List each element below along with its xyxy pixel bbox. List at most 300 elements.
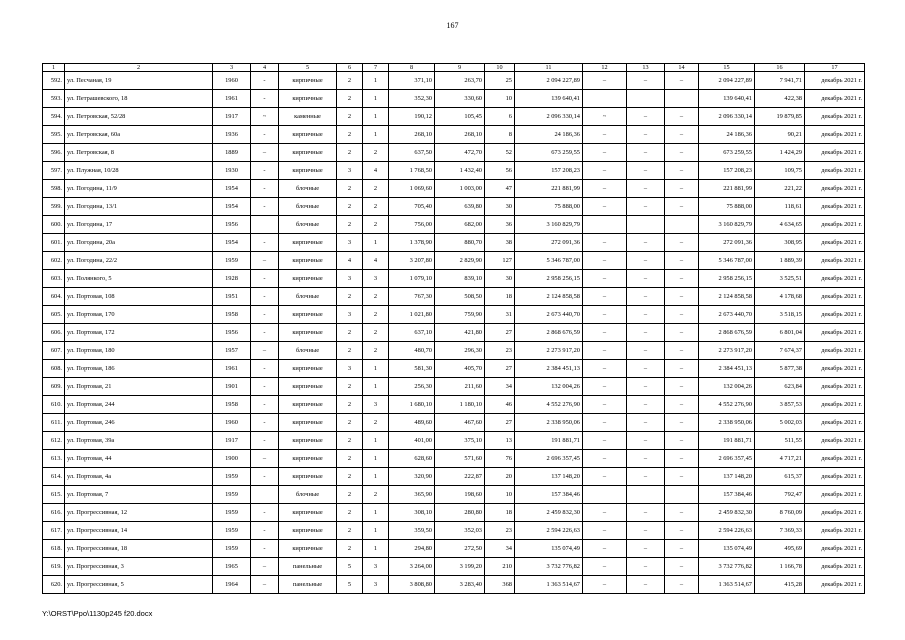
cell-col-14-value: – — [665, 342, 699, 360]
cell-total-area: 1 378,90 — [389, 234, 435, 252]
cell-residents: 30 — [485, 198, 515, 216]
cell-cost-per-building: 2 673 440,70 — [699, 306, 755, 324]
cell-living-area: 263,70 — [435, 72, 485, 90]
cell-address: ул. Портовая, 39а — [65, 432, 213, 450]
cell-completion-date: декабрь 2021 г. — [805, 90, 865, 108]
cell-row-number: 600. — [43, 216, 65, 234]
cell-col-12-value: – — [583, 432, 627, 450]
cell-col-4-value: - — [251, 198, 279, 216]
cell-col-13-value: – — [627, 378, 665, 396]
column-header: 17 — [805, 64, 865, 72]
cell-address: ул. Прогрессивная, 18 — [65, 540, 213, 558]
cell-col-12-value: – — [583, 126, 627, 144]
cell-entrances: 1 — [363, 234, 389, 252]
cell-completion-date: декабрь 2021 г. — [805, 180, 865, 198]
cell-entrances: 1 — [363, 90, 389, 108]
cell-residents: 210 — [485, 558, 515, 576]
cell-address: ул. Прогрессивная, 5 — [65, 576, 213, 594]
cell-year-built: 1954 — [213, 180, 251, 198]
cell-address: ул. Портовая, 108 — [65, 288, 213, 306]
cell-cost-total: 2 459 832,30 — [515, 504, 583, 522]
cell-col-4-value — [251, 216, 279, 234]
cell-entrances: 1 — [363, 522, 389, 540]
cell-row-number: 598. — [43, 180, 65, 198]
cell-col-12-value: – — [583, 450, 627, 468]
cell-col-14-value: – — [665, 576, 699, 594]
cell-completion-date: декабрь 2021 г. — [805, 360, 865, 378]
cell-cost-total: 191 881,71 — [515, 432, 583, 450]
cell-cost-per-building: 2 594 226,63 — [699, 522, 755, 540]
cell-cost-per-sqm: 8 760,09 — [755, 504, 805, 522]
cell-residents: 76 — [485, 450, 515, 468]
cell-col-4-value: - — [251, 234, 279, 252]
table-row — [43, 468, 865, 486]
cell-floors: 2 — [337, 288, 363, 306]
cell-year-built: 1900 — [213, 450, 251, 468]
cell-living-area: 352,03 — [435, 522, 485, 540]
cell-year-built: 1954 — [213, 198, 251, 216]
cell-cost-per-building: 2 096 330,14 — [699, 108, 755, 126]
cell-completion-date: декабрь 2021 г. — [805, 576, 865, 594]
cell-living-area: 1 003,00 — [435, 180, 485, 198]
cell-cost-per-sqm: 3 518,15 — [755, 306, 805, 324]
cell-address: ул. Портовая, 186 — [65, 360, 213, 378]
cell-total-area: 489,60 — [389, 414, 435, 432]
cell-wall-material: кирпичные — [279, 144, 337, 162]
cell-entrances: 1 — [363, 360, 389, 378]
cell-col-12-value: – — [583, 360, 627, 378]
cell-row-number: 597. — [43, 162, 65, 180]
cell-total-area: 401,00 — [389, 432, 435, 450]
cell-col-4-value: - — [251, 378, 279, 396]
cell-cost-per-building: 132 004,26 — [699, 378, 755, 396]
cell-col-12-value: – — [583, 270, 627, 288]
cell-wall-material: кирпичные — [279, 450, 337, 468]
cell-entrances: 1 — [363, 72, 389, 90]
cell-col-14-value: – — [665, 396, 699, 414]
cell-col-13-value: – — [627, 432, 665, 450]
cell-address: ул. Портовая, 180 — [65, 342, 213, 360]
cell-col-4-value: - — [251, 306, 279, 324]
cell-cost-per-sqm: 19 879,85 — [755, 108, 805, 126]
cell-total-area: 256,30 — [389, 378, 435, 396]
cell-row-number: 599. — [43, 198, 65, 216]
cell-total-area: 3 808,80 — [389, 576, 435, 594]
cell-cost-per-building: 75 888,00 — [699, 198, 755, 216]
cell-col-4-value: – — [251, 144, 279, 162]
cell-cost-total: 137 148,20 — [515, 468, 583, 486]
cell-cost-total: 2 273 917,20 — [515, 342, 583, 360]
cell-wall-material: кирпичные — [279, 252, 337, 270]
cell-cost-per-building: 2 868 676,59 — [699, 324, 755, 342]
cell-col-13-value: – — [627, 414, 665, 432]
cell-total-area: 1 680,10 — [389, 396, 435, 414]
cell-col-4-value: – — [251, 342, 279, 360]
cell-entrances: 4 — [363, 252, 389, 270]
cell-cost-per-sqm: 792,47 — [755, 486, 805, 504]
cell-col-14-value: – — [665, 234, 699, 252]
cell-row-number: 604. — [43, 288, 65, 306]
column-header: 3 — [213, 64, 251, 72]
cell-total-area: 294,80 — [389, 540, 435, 558]
cell-completion-date: декабрь 2021 г. — [805, 270, 865, 288]
cell-residents: 8 — [485, 126, 515, 144]
cell-cost-per-building: 191 881,71 — [699, 432, 755, 450]
cell-year-built: 1917 — [213, 108, 251, 126]
cell-living-area: 508,50 — [435, 288, 485, 306]
cell-row-number: 608. — [43, 360, 65, 378]
cell-col-4-value: - — [251, 90, 279, 108]
cell-residents: 27 — [485, 360, 515, 378]
cell-cost-total: 4 552 276,90 — [515, 396, 583, 414]
cell-cost-per-sqm: 6 801,04 — [755, 324, 805, 342]
cell-col-4-value: – — [251, 450, 279, 468]
cell-total-area: 637,50 — [389, 144, 435, 162]
cell-row-number: 594. — [43, 108, 65, 126]
cell-entrances: 2 — [363, 324, 389, 342]
cell-address: ул. Плужная, 10/28 — [65, 162, 213, 180]
cell-year-built: 1961 — [213, 360, 251, 378]
cell-address: ул. Портовая, 4а — [65, 468, 213, 486]
table-row — [43, 414, 865, 432]
cell-cost-per-sqm: 511,55 — [755, 432, 805, 450]
cell-row-number: 596. — [43, 144, 65, 162]
table-row — [43, 540, 865, 558]
cell-col-12-value: – — [583, 234, 627, 252]
cell-completion-date: декабрь 2021 г. — [805, 306, 865, 324]
cell-total-area: 581,30 — [389, 360, 435, 378]
cell-living-area: 880,70 — [435, 234, 485, 252]
cell-year-built: 1959 — [213, 486, 251, 504]
cell-address: ул. Портовая, 170 — [65, 306, 213, 324]
cell-cost-total: 2 384 451,13 — [515, 360, 583, 378]
cell-entrances: 2 — [363, 342, 389, 360]
cell-col-13-value — [627, 486, 665, 504]
cell-col-12-value: – — [583, 468, 627, 486]
cell-living-area: 2 829,90 — [435, 252, 485, 270]
cell-living-area: 272,50 — [435, 540, 485, 558]
column-header: 11 — [515, 64, 583, 72]
cell-entrances: 1 — [363, 468, 389, 486]
cell-wall-material: каменные — [279, 108, 337, 126]
cell-completion-date: декабрь 2021 г. — [805, 414, 865, 432]
cell-cost-per-sqm: 1 424,29 — [755, 144, 805, 162]
cell-total-area: 320,90 — [389, 468, 435, 486]
cell-year-built: 1956 — [213, 216, 251, 234]
cell-col-4-value: - — [251, 396, 279, 414]
cell-col-14-value: – — [665, 72, 699, 90]
cell-col-14-value: – — [665, 450, 699, 468]
table-row — [43, 504, 865, 522]
cell-year-built: 1959 — [213, 504, 251, 522]
cell-floors: 3 — [337, 360, 363, 378]
cell-living-area: 3 283,40 — [435, 576, 485, 594]
cell-col-13-value: – — [627, 108, 665, 126]
cell-wall-material: кирпичные — [279, 126, 337, 144]
cell-cost-per-sqm: 422,38 — [755, 90, 805, 108]
cell-col-13-value: – — [627, 72, 665, 90]
cell-col-12-value: – — [583, 504, 627, 522]
cell-wall-material: кирпичные — [279, 504, 337, 522]
cell-floors: 2 — [337, 90, 363, 108]
cell-cost-total: 132 004,26 — [515, 378, 583, 396]
cell-col-12-value: – — [583, 288, 627, 306]
cell-year-built: 1960 — [213, 72, 251, 90]
cell-col-12-value: – — [583, 342, 627, 360]
cell-col-12-value: – — [583, 414, 627, 432]
cell-col-12-value: – — [583, 162, 627, 180]
cell-wall-material: блочные — [279, 288, 337, 306]
cell-entrances: 2 — [363, 486, 389, 504]
cell-residents: 47 — [485, 180, 515, 198]
table-row — [43, 576, 865, 594]
cell-wall-material: кирпичные — [279, 324, 337, 342]
column-header: 7 — [363, 64, 389, 72]
cell-total-area: 371,10 — [389, 72, 435, 90]
cell-col-14-value: – — [665, 198, 699, 216]
cell-completion-date: декабрь 2021 г. — [805, 216, 865, 234]
cell-col-14-value: – — [665, 180, 699, 198]
cell-address: ул. Погодина, 13/1 — [65, 198, 213, 216]
cell-wall-material: кирпичные — [279, 306, 337, 324]
cell-cost-total: 157 208,23 — [515, 162, 583, 180]
cell-wall-material: панельные — [279, 576, 337, 594]
cell-floors: 2 — [337, 432, 363, 450]
cell-year-built: 1961 — [213, 90, 251, 108]
cell-residents: 23 — [485, 522, 515, 540]
cell-cost-per-sqm: 4 634,65 — [755, 216, 805, 234]
cell-address: ул. Петровская, 52/28 — [65, 108, 213, 126]
cell-entrances: 3 — [363, 396, 389, 414]
cell-col-12-value: – — [583, 540, 627, 558]
cell-completion-date: декабрь 2021 г. — [805, 144, 865, 162]
table-row — [43, 396, 865, 414]
cell-total-area: 365,90 — [389, 486, 435, 504]
cell-year-built: 1958 — [213, 306, 251, 324]
cell-living-area: 759,90 — [435, 306, 485, 324]
cell-living-area: 639,80 — [435, 198, 485, 216]
cell-floors: 2 — [337, 342, 363, 360]
table-row — [43, 180, 865, 198]
cell-residents: 31 — [485, 306, 515, 324]
cell-year-built: 1956 — [213, 324, 251, 342]
cell-col-14-value: – — [665, 144, 699, 162]
cell-address: ул. Прогрессивная, 3 — [65, 558, 213, 576]
cell-cost-per-building: 2 094 227,89 — [699, 72, 755, 90]
cell-completion-date: декабрь 2021 г. — [805, 468, 865, 486]
cell-floors: 2 — [337, 414, 363, 432]
cell-cost-per-sqm: 615,37 — [755, 468, 805, 486]
cell-wall-material: блочные — [279, 342, 337, 360]
cell-residents: 25 — [485, 72, 515, 90]
cell-living-area: 682,00 — [435, 216, 485, 234]
cell-cost-total: 2 696 357,45 — [515, 450, 583, 468]
cell-wall-material: блочные — [279, 180, 337, 198]
cell-floors: 2 — [337, 540, 363, 558]
cell-address: ул. Песчаная, 19 — [65, 72, 213, 90]
table-row — [43, 522, 865, 540]
cell-col-14-value — [665, 486, 699, 504]
cell-col-13-value: – — [627, 342, 665, 360]
table-row — [43, 486, 865, 504]
cell-entrances: 1 — [363, 450, 389, 468]
cell-row-number: 592. — [43, 72, 65, 90]
cell-completion-date: декабрь 2021 г. — [805, 504, 865, 522]
cell-wall-material: кирпичные — [279, 378, 337, 396]
cell-cost-per-sqm: 4 178,68 — [755, 288, 805, 306]
cell-completion-date: декабрь 2021 г. — [805, 432, 865, 450]
cell-cost-per-building: 2 384 451,13 — [699, 360, 755, 378]
cell-row-number: 609. — [43, 378, 65, 396]
cell-col-13-value: – — [627, 252, 665, 270]
table-row — [43, 90, 865, 108]
cell-col-13-value: – — [627, 540, 665, 558]
cell-floors: 5 — [337, 576, 363, 594]
cell-entrances: 2 — [363, 306, 389, 324]
cell-row-number: 615. — [43, 486, 65, 504]
cell-living-area: 421,80 — [435, 324, 485, 342]
cell-col-13-value: – — [627, 450, 665, 468]
cell-wall-material: кирпичные — [279, 432, 337, 450]
cell-completion-date: декабрь 2021 г. — [805, 396, 865, 414]
cell-wall-material: блочные — [279, 486, 337, 504]
cell-entrances: 3 — [363, 270, 389, 288]
cell-cost-per-building: 3 160 829,79 — [699, 216, 755, 234]
cell-residents: 23 — [485, 342, 515, 360]
cell-col-14-value: – — [665, 558, 699, 576]
cell-col-14-value: – — [665, 108, 699, 126]
cell-col-14-value: – — [665, 522, 699, 540]
cell-col-12-value — [583, 90, 627, 108]
cell-wall-material: кирпичные — [279, 270, 337, 288]
cell-cost-per-sqm: 109,75 — [755, 162, 805, 180]
cell-entrances: 3 — [363, 576, 389, 594]
column-header: 14 — [665, 64, 699, 72]
cell-year-built: 1917 — [213, 432, 251, 450]
cell-living-area: 571,60 — [435, 450, 485, 468]
cell-floors: 2 — [337, 504, 363, 522]
cell-col-4-value: - — [251, 468, 279, 486]
column-header: 1 — [43, 64, 65, 72]
cell-completion-date: декабрь 2021 г. — [805, 162, 865, 180]
cell-col-14-value: – — [665, 540, 699, 558]
cell-total-area: 190,12 — [389, 108, 435, 126]
cell-address: ул. Прогрессивная, 14 — [65, 522, 213, 540]
cell-col-4-value: - — [251, 288, 279, 306]
cell-cost-per-sqm: 1 889,39 — [755, 252, 805, 270]
cell-row-number: 606. — [43, 324, 65, 342]
cell-year-built: 1954 — [213, 234, 251, 252]
cell-living-area: 3 199,20 — [435, 558, 485, 576]
cell-col-12-value: – — [583, 252, 627, 270]
cell-residents: 56 — [485, 162, 515, 180]
cell-col-13-value: – — [627, 360, 665, 378]
cell-cost-total: 3 732 776,82 — [515, 558, 583, 576]
cell-col-13-value: – — [627, 180, 665, 198]
cell-col-13-value: – — [627, 306, 665, 324]
cell-living-area: 1 432,40 — [435, 162, 485, 180]
cell-cost-per-sqm: 221,22 — [755, 180, 805, 198]
cell-wall-material: кирпичные — [279, 360, 337, 378]
cell-total-area: 1 021,80 — [389, 306, 435, 324]
cell-residents: 18 — [485, 504, 515, 522]
cell-col-14-value: – — [665, 162, 699, 180]
cell-col-14-value: – — [665, 306, 699, 324]
cell-floors: 2 — [337, 108, 363, 126]
cell-wall-material: кирпичные — [279, 162, 337, 180]
cell-floors: 2 — [337, 126, 363, 144]
cell-cost-per-building: 272 091,36 — [699, 234, 755, 252]
cell-year-built: 1957 — [213, 342, 251, 360]
cell-col-14-value: – — [665, 360, 699, 378]
table-row — [43, 270, 865, 288]
cell-completion-date: декабрь 2021 г. — [805, 234, 865, 252]
cell-col-14-value: – — [665, 252, 699, 270]
cell-col-14-value: – — [665, 432, 699, 450]
cell-wall-material: кирпичные — [279, 540, 337, 558]
cell-completion-date: декабрь 2021 г. — [805, 324, 865, 342]
cell-col-13-value — [627, 90, 665, 108]
cell-cost-per-sqm: 5 002,03 — [755, 414, 805, 432]
cell-completion-date: декабрь 2021 г. — [805, 126, 865, 144]
cell-cost-per-sqm: 4 717,21 — [755, 450, 805, 468]
cell-year-built: 1951 — [213, 288, 251, 306]
cell-cost-per-building: 4 552 276,90 — [699, 396, 755, 414]
table-row — [43, 252, 865, 270]
cell-cost-total: 3 160 829,79 — [515, 216, 583, 234]
cell-row-number: 618. — [43, 540, 65, 558]
cell-total-area: 3 264,00 — [389, 558, 435, 576]
cell-col-12-value: – — [583, 72, 627, 90]
cell-cost-per-sqm: 415,28 — [755, 576, 805, 594]
table-row — [43, 450, 865, 468]
cell-total-area: 628,60 — [389, 450, 435, 468]
cell-col-4-value: - — [251, 360, 279, 378]
cell-col-4-value: - — [251, 180, 279, 198]
cell-wall-material: блочные — [279, 198, 337, 216]
cell-total-area: 352,30 — [389, 90, 435, 108]
cell-cost-per-building: 135 074,49 — [699, 540, 755, 558]
cell-col-13-value: – — [627, 144, 665, 162]
cell-col-4-value: ~ — [251, 108, 279, 126]
cell-col-14-value: – — [665, 126, 699, 144]
cell-row-number: 595. — [43, 126, 65, 144]
cell-entrances: 4 — [363, 162, 389, 180]
cell-row-number: 613. — [43, 450, 65, 468]
cell-year-built: 1960 — [213, 414, 251, 432]
cell-completion-date: декабрь 2021 г. — [805, 486, 865, 504]
cell-entrances: 2 — [363, 144, 389, 162]
cell-living-area: 375,10 — [435, 432, 485, 450]
cell-address: ул. Петрашевского, 18 — [65, 90, 213, 108]
cell-col-12-value: – — [583, 144, 627, 162]
table-row — [43, 306, 865, 324]
column-header: 4 — [251, 64, 279, 72]
cell-row-number: 607. — [43, 342, 65, 360]
cell-residents: 368 — [485, 576, 515, 594]
cell-address: ул. Погодина, 11/9 — [65, 180, 213, 198]
cell-col-4-value: – — [251, 252, 279, 270]
cell-cost-per-building: 5 346 787,00 — [699, 252, 755, 270]
cell-residents: 10 — [485, 90, 515, 108]
cell-floors: 3 — [337, 234, 363, 252]
cell-col-4-value: - — [251, 126, 279, 144]
cell-living-area: 1 180,10 — [435, 396, 485, 414]
cell-col-12-value: – — [583, 558, 627, 576]
cell-entrances: 1 — [363, 540, 389, 558]
cell-col-4-value: - — [251, 72, 279, 90]
cell-living-area: 296,30 — [435, 342, 485, 360]
